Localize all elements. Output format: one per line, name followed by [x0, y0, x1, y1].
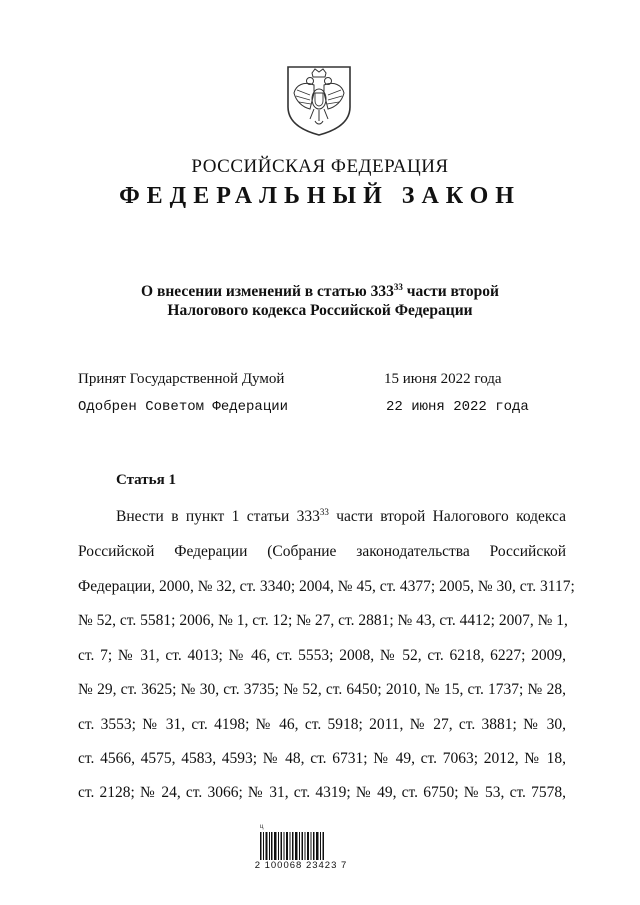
- coat-of-arms-emblem: [284, 63, 354, 137]
- article-heading: Статья 1: [116, 472, 176, 488]
- law-title-line-2: Налогового кодекса Российской Федерации: [167, 302, 473, 319]
- duma-adoption-label: Принят Государственной Думой: [78, 371, 285, 387]
- article-text-line: Федерации, 2000, № 32, ст. 3340; 2004, № 45, ст. 4377; 2005, № 30, ст. 3117;: [78, 578, 575, 595]
- law-title-line-1: О внесении изменений в статью $333^{33}$ части второй: [141, 281, 499, 300]
- article-text-line: № 29, ст. 3625; № 30, ст. 3735; № 52, ст. 6450; 2010, № 15, ст. 1737; № 28,: [78, 681, 566, 698]
- law-title: [0, 282, 640, 320]
- document-type: ФЕДЕРАЛЬНЫЙ ЗАКОН: [119, 183, 521, 209]
- article-text-line: № 52, ст. 5581; 2006, № 1, ст. 12; № 27, ст. 2881; № 43, ст. 4412; 2007, № 1,: [78, 612, 568, 629]
- council-approval-date: 22 июня 2022 года: [386, 399, 529, 415]
- article-text-line: ст. 2128; № 24, ст. 3066; № 31, ст. 4319; № 49, ст. 6750; № 53, ст. 7578,: [78, 784, 566, 801]
- title-superscript: 33: [393, 281, 403, 292]
- article-text-line: ст. 3553; № 31, ст. 4198; № 46, ст. 5918; 2011, № 27, ст. 3881; № 30,: [78, 716, 566, 733]
- council-approval-label: Одобрен Советом Федерации: [78, 399, 289, 415]
- article-first-line: Внести в пункт 1 статьи $333^{33}$ части второй Налогового кодекса: [116, 506, 566, 525]
- barcode-number: 2 100068 23423 7: [254, 860, 348, 871]
- svg-text:ц: ц: [260, 824, 264, 830]
- article-text-line: ст. 7; № 31, ст. 4013; № 46, ст. 5553; 2008, № 52, ст. 6218, 6227; 2009,: [78, 647, 566, 664]
- article-text-line: ст. 4566, 4575, 4583, 4593; № 48, ст. 6731; № 49, ст. 7063; 2012, № 18,: [78, 750, 566, 767]
- barcode: [258, 820, 328, 862]
- article-text-line: Российской Федерации (Собрание законодательства Российской: [78, 543, 566, 560]
- country-name: РОССИЙСКАЯ ФЕДЕРАЦИЯ: [191, 156, 449, 177]
- duma-adoption-date: 15 июня 2022 года: [384, 371, 502, 387]
